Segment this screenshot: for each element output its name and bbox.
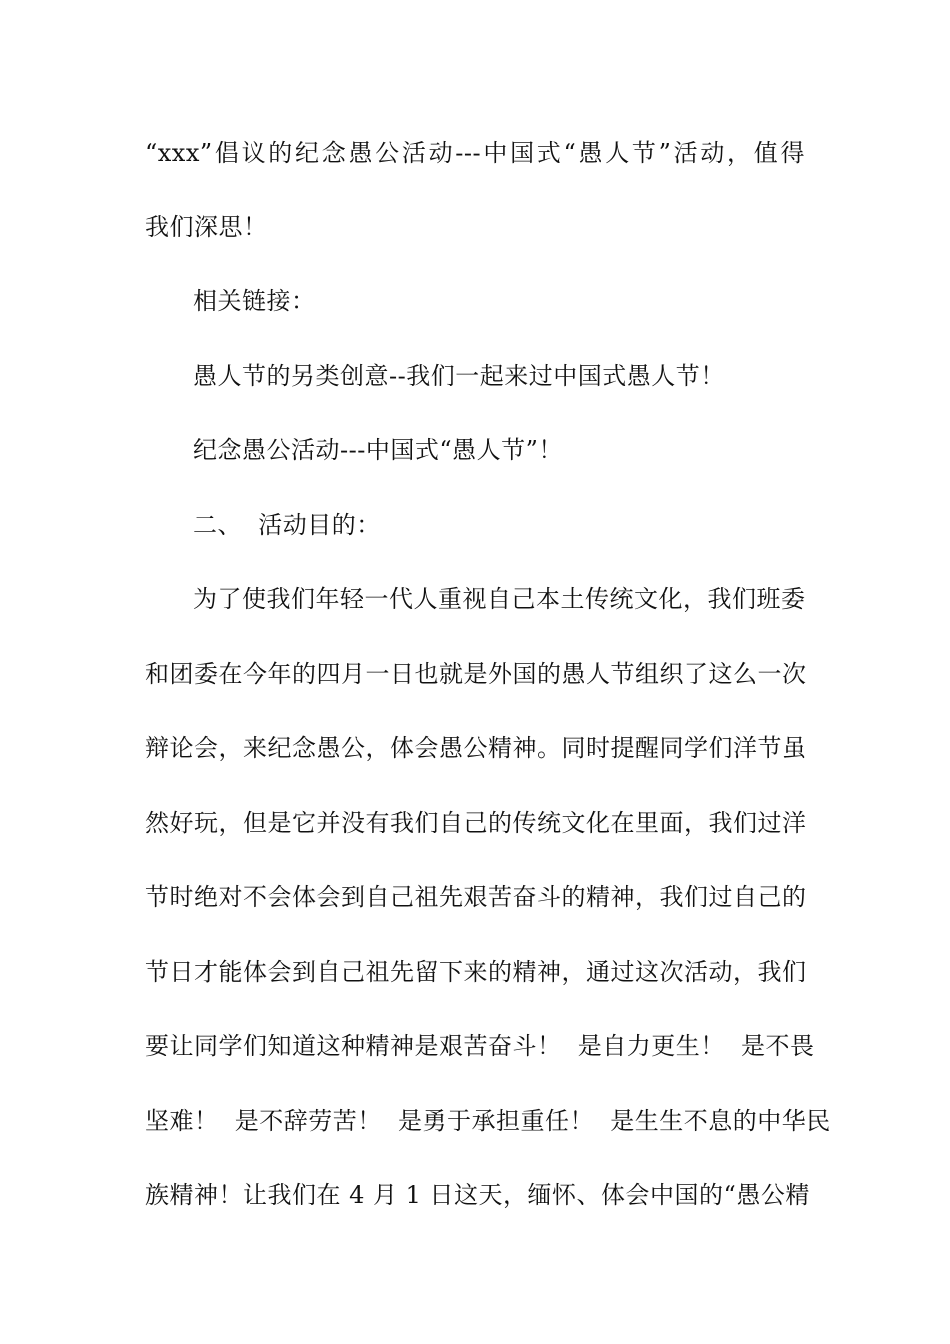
paragraph-line: 坚难！ 是不辞劳苦！ 是勇于承担重任！ 是生生不息的中华民 [145,1107,831,1135]
paragraph-line: 节时绝对不会体会到自己祖先艰苦奋斗的精神，我们过自己的 [145,883,807,911]
related-link-1: 愚人节的另类创意--我们一起来过中国式愚人节！ [193,362,725,390]
paragraph-line: 族精神！让我们在 4 月 1 日这天，缅怀、体会中国的“愚公精 [145,1181,810,1209]
text-line: 我们深思！ [145,213,268,241]
related-links-heading: 相关链接： [193,287,316,315]
paragraph-line: 要让同学们知道这种精神是艰苦奋斗！ 是自力更生！ 是不畏 [145,1032,815,1060]
paragraph-line: 节日才能体会到自己祖先留下来的精神，通过这次活动，我们 [145,958,807,986]
paragraph-line: 然好玩，但是它并没有我们自己的传统文化在里面，我们过洋 [145,809,807,837]
paragraph-line: 辩论会，来纪念愚公，体会愚公精神。同时提醒同学们洋节虽 [145,734,807,762]
section-heading: 二、 活动目的： [193,511,381,539]
related-link-2: 纪念愚公活动---中国式“愚人节”！ [193,436,563,464]
text-line: “xxx”倡议的纪念愚公活动---中国式“愚人节”活动，值得 [145,139,805,167]
paragraph-line: 和团委在今年的四月一日也就是外国的愚人节组织了这么一次 [145,660,807,688]
paragraph-line: 为了使我们年轻一代人重视自己本土传统文化，我们班委 [193,585,806,613]
